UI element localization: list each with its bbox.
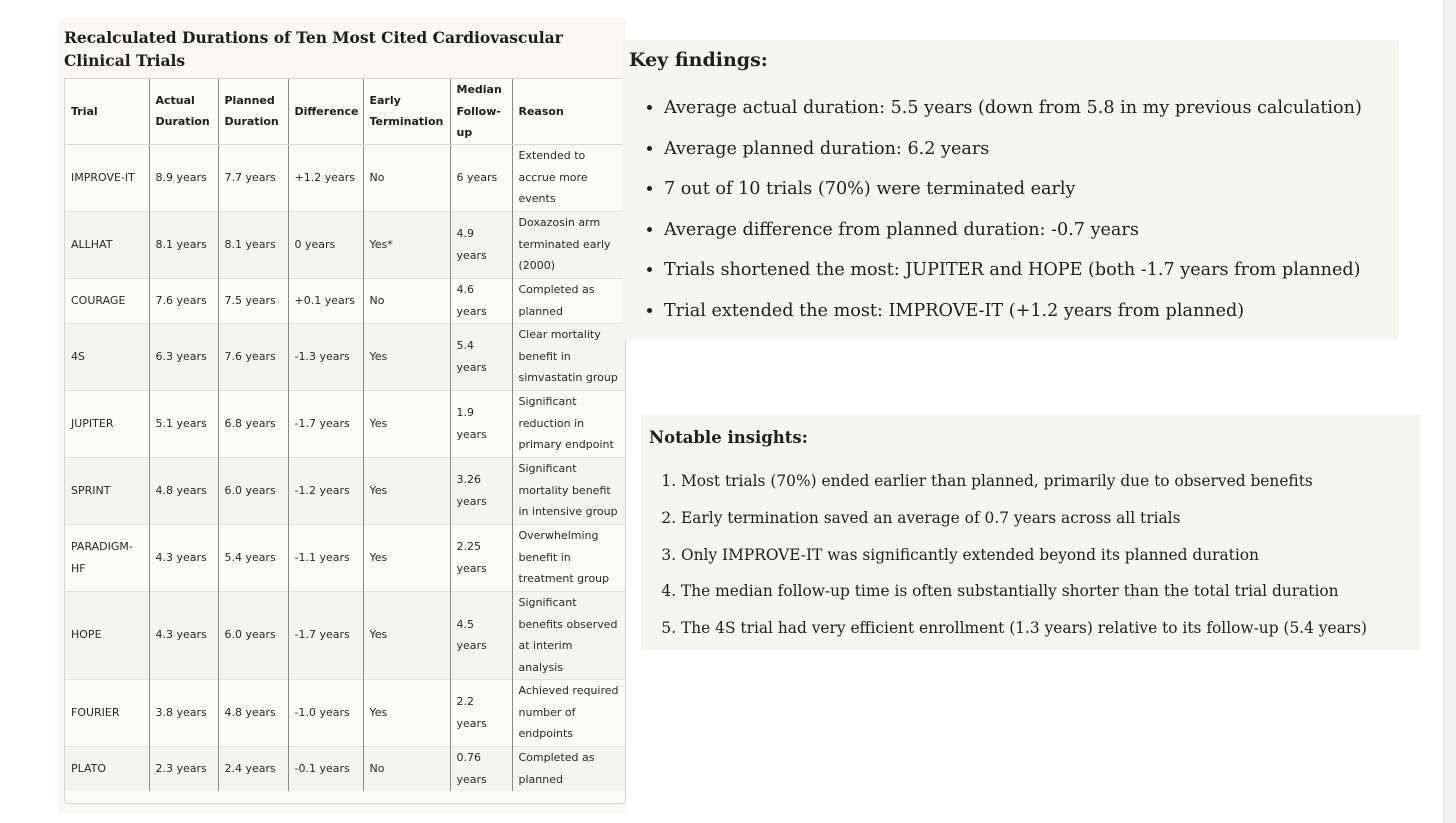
cell-early: Yes [363, 323, 450, 390]
header-planned-duration: Planned Duration [218, 79, 288, 144]
cell-actual: 3.8 years [149, 679, 218, 746]
cell-reason: Clear mortality benefit in simvastatin group [512, 323, 625, 390]
cell-difference: -1.0 years [288, 679, 363, 746]
key-findings-title: Key findings: [629, 49, 768, 71]
cell-planned: 7.6 years [218, 323, 288, 390]
header-trial: Trial [65, 79, 149, 144]
insight-item: 4. The median follow-up time is often substantially shorter than the total trial duration [681, 573, 1441, 610]
header-reason: Reason [512, 79, 625, 144]
cell-planned: 6.0 years [218, 591, 288, 679]
cell-planned: 2.4 years [218, 746, 288, 791]
cell-actual: 8.9 years [149, 144, 218, 211]
cell-planned: 7.7 years [218, 144, 288, 211]
cell-planned: 6.0 years [218, 457, 288, 524]
cell-trial: IMPROVE-IT [65, 144, 149, 211]
finding-item: • Average actual duration: 5.5 years (down from 5.8 in my previous calculation) [664, 88, 1424, 129]
cell-early: No [363, 746, 450, 791]
cell-median: 6 years [450, 144, 512, 211]
cell-median: 4.5 years [450, 591, 512, 679]
cell-median: 5.4 years [450, 323, 512, 390]
finding-item: • Trial extended the most: IMPROVE-IT (+1.2 years from planned) [664, 291, 1424, 332]
cell-reason: Completed as planned [518, 283, 595, 318]
cell-reason: Completed as planned [512, 746, 625, 791]
cell-early: No [363, 144, 450, 211]
cell-actual: 5.1 years [149, 390, 218, 457]
table-row [65, 211, 625, 278]
table-row [65, 390, 625, 457]
cell-difference: -1.1 years [288, 524, 363, 591]
cell-early: No [363, 278, 450, 323]
notable-insights-panel [641, 415, 1420, 650]
cell-reason: Significant mortality benefit in intensive group [512, 457, 625, 524]
cell-early: Yes [363, 390, 450, 457]
cell-planned: 8.1 years [218, 211, 288, 278]
cell-early: Yes [363, 524, 450, 591]
cell-difference: 0 years [288, 211, 363, 278]
notable-insights-list [641, 463, 1441, 647]
cell-median: 4.6 years [450, 278, 512, 323]
insight-item: 1. Most trials (70%) ended earlier than planned, primarily due to observed benefits [681, 463, 1441, 500]
cell-early: Yes [363, 679, 450, 746]
cell-difference: -1.7 years [288, 390, 363, 457]
table-row [65, 278, 625, 323]
table-header-row [65, 79, 625, 144]
insight-item: 3. Only IMPROVE-IT was significantly extended beyond its planned duration [681, 537, 1441, 574]
cell-trial: FOURIER [65, 679, 149, 746]
cell-actual: 4.8 years [149, 457, 218, 524]
cell-difference: -1.2 years [288, 457, 363, 524]
table-row [65, 591, 625, 679]
key-findings-list [622, 88, 1424, 332]
cell-planned: 5.4 years [218, 524, 288, 591]
cell-trial: SPRINT [65, 457, 149, 524]
cell-actual: 8.1 years [149, 211, 218, 278]
cell-difference: -1.7 years [288, 591, 363, 679]
table-row [65, 323, 625, 390]
cell-reason: Significant reduction in primary endpoint [518, 395, 614, 452]
cell-median: 1.9 years [450, 390, 512, 457]
header-median-follow-up: Median Follow-up [450, 79, 512, 144]
cell-planned: 6.8 years [218, 390, 288, 457]
cell-trial: PARADIGM-HF [65, 524, 149, 591]
table-row [65, 679, 625, 746]
cell-reason: Overwhelming benefit in treatment group [518, 529, 610, 586]
cell-median: 2.2 years [450, 679, 512, 746]
cell-trial: 4S [65, 323, 149, 390]
table-row [65, 457, 625, 524]
key-findings-panel [622, 40, 1399, 340]
cell-median: 3.26 years [450, 457, 512, 524]
cell-early: Yes [363, 457, 450, 524]
header-actual-duration: Actual Duration [149, 79, 218, 144]
table-row [65, 144, 625, 211]
cell-reason: Significant benefits observed at interim analysis [512, 591, 625, 679]
cell-early: Yes [363, 591, 450, 679]
cell-actual: 6.3 years [149, 323, 218, 390]
table-row [65, 746, 625, 791]
cell-planned: 7.5 years [218, 278, 288, 323]
cell-early: Yes* [363, 211, 450, 278]
cell-trial: ALLHAT [65, 211, 149, 278]
cell-difference: +1.2 years [288, 144, 363, 211]
finding-item: • Average difference from planned duration: -0.7 years [664, 210, 1424, 251]
cell-actual: 2.3 years [149, 746, 218, 791]
cell-reason: Achieved required number of endpoints [518, 684, 619, 741]
finding-item: • 7 out of 10 trials (70%) were terminated early [664, 169, 1424, 210]
cell-difference: -0.1 years [288, 746, 363, 791]
table-title: Recalculated Durations of Ten Most Cited Cardiovascular Clinical Trials [64, 28, 563, 70]
cell-actual: 4.3 years [149, 524, 218, 591]
cell-trial: JUPITER [65, 390, 149, 457]
trial-durations-table-container [64, 78, 626, 804]
insight-item: 2. Early termination saved an average of 0.7 years across all trials [681, 500, 1441, 537]
cell-actual: 7.6 years [149, 278, 218, 323]
cell-reason: Doxazosin arm terminated early (2000) [512, 211, 625, 278]
table-row [65, 524, 625, 591]
cell-difference: +0.1 years [288, 278, 363, 323]
insight-item: 5. The 4S trial had very efficient enrollment (1.3 years) relative to its follow-up (5.4 years) [681, 610, 1441, 647]
finding-item: • Trials shortened the most: JUPITER and HOPE (both -1.7 years from planned) [664, 250, 1424, 291]
cell-trial: HOPE [65, 591, 149, 679]
cell-median: 2.25 years [450, 524, 512, 591]
notable-insights-title: Notable insights: [649, 428, 808, 447]
trial-durations-panel [58, 18, 626, 813]
cell-actual: 4.3 years [149, 591, 218, 679]
cell-trial: PLATO [65, 746, 149, 791]
cell-median: 4.9 years [450, 211, 512, 278]
header-difference: Difference [288, 79, 363, 144]
header-early-termination: Early Termination [363, 79, 450, 144]
cell-median: 0.76 years [450, 746, 512, 791]
cell-difference: -1.3 years [288, 323, 363, 390]
trial-durations-table [65, 79, 625, 791]
cell-planned: 4.8 years [218, 679, 288, 746]
cell-trial: COURAGE [65, 278, 149, 323]
table-body [65, 144, 625, 791]
page-scrollbar[interactable] [1443, 0, 1456, 823]
finding-item: • Average planned duration: 6.2 years [664, 129, 1424, 170]
cell-reason: Extended to accrue more events [518, 149, 588, 206]
